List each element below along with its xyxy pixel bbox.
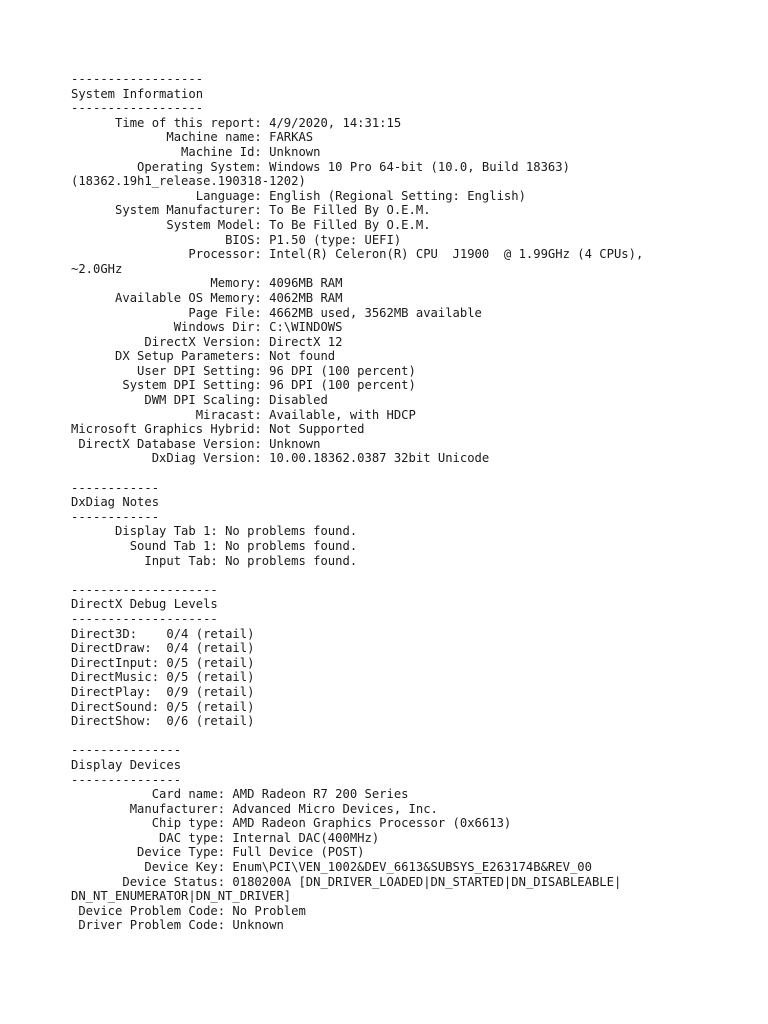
- report-line: --------------------: [71, 611, 218, 626]
- report-line: DirectX Database Version: Unknown: [71, 436, 321, 451]
- report-line: System DPI Setting: 96 DPI (100 percent): [71, 378, 416, 393]
- report-line: ------------------: [71, 72, 204, 86]
- report-line: --------------------: [71, 582, 218, 597]
- report-line: Chip type: AMD Radeon Graphics Processor (0x6613): [71, 816, 512, 831]
- report-line: DirectX Version: DirectX 12: [71, 334, 343, 349]
- report-line: DirectSound: 0/5 (retail): [71, 699, 255, 714]
- report-line: DWM DPI Scaling: Disabled: [71, 393, 328, 408]
- report-line: System Manufacturer: To Be Filled By O.E.M.: [71, 203, 431, 218]
- report-line: Input Tab: No problems found.: [71, 553, 358, 568]
- report-line: BIOS: P1.50 (type: UEFI): [71, 232, 402, 247]
- report-line: ------------: [71, 509, 160, 524]
- report-line: ---------------: [71, 772, 182, 787]
- report-line: Device Key: Enum\PCI\VEN_1002&DEV_6613&SUBSYS_E263174B&REV_00: [71, 860, 592, 875]
- report-line: DirectPlay: 0/9 (retail): [71, 684, 255, 699]
- report-line: Machine name: FARKAS: [71, 130, 314, 145]
- report-line: Driver Problem Code: Unknown: [71, 918, 284, 933]
- report-line: Device Status: 0180200A [DN_DRIVER_LOADED|DN_STARTED|DN_DISABLEABLE|: [71, 874, 622, 889]
- report-line: DAC type: Internal DAC(400MHz): [71, 830, 380, 845]
- report-line: Display Tab 1: No problems found.: [71, 524, 358, 539]
- report-line: ---------------: [71, 743, 182, 758]
- report-line: Sound Tab 1: No problems found.: [71, 539, 358, 553]
- report-line: Language: English (Regional Setting: English): [71, 188, 526, 203]
- report-line: Direct3D: 0/4 (retail): [71, 626, 255, 641]
- report-line: Operating System: Windows 10 Pro 64-bit (10.0, Build 18363): [71, 159, 570, 174]
- report-line: ------------------: [71, 101, 204, 116]
- report-line: DN_NT_ENUMERATOR|DN_NT_DRIVER]: [71, 889, 292, 904]
- report-line: ------------: [71, 480, 160, 495]
- report-line: Device Type: Full Device (POST): [71, 845, 365, 860]
- dxdiag-report: [71, 72, 643, 933]
- report-line: Device Problem Code: No Problem: [71, 903, 306, 918]
- report-line: Miracast: Available, with HDCP: [71, 407, 416, 422]
- report-line: Processor: Intel(R) Celeron(R) CPU J1900 @ 1.99GHz (4 CPUs),: [71, 247, 644, 262]
- report-line: Available OS Memory: 4062MB RAM: [71, 290, 343, 305]
- report-line: DxDiag Version: 10.00.18362.0387 32bit Unicode: [71, 451, 490, 466]
- report-line: DxDiag Notes: [71, 495, 160, 510]
- report-line: ~2.0GHz: [71, 261, 123, 276]
- report-line: DirectX Debug Levels: [71, 597, 218, 612]
- report-line: DX Setup Parameters: Not found: [71, 349, 336, 364]
- report-line: Card name: AMD Radeon R7 200 Series: [71, 787, 409, 802]
- report-line: DirectDraw: 0/4 (retail): [71, 641, 255, 656]
- report-line: Manufacturer: Advanced Micro Devices, Inc.: [71, 801, 438, 816]
- report-line: (18362.19h1_release.190318-1202): [71, 174, 306, 189]
- report-line: DirectMusic: 0/5 (retail): [71, 670, 255, 685]
- report-line: Memory: 4096MB RAM: [71, 276, 343, 291]
- report-line: System Model: To Be Filled By O.E.M.: [71, 217, 431, 232]
- report-line: DirectShow: 0/6 (retail): [71, 714, 255, 729]
- report-line: User DPI Setting: 96 DPI (100 percent): [71, 363, 416, 378]
- report-line: Machine Id: Unknown: [71, 144, 321, 159]
- report-line: DirectInput: 0/5 (retail): [71, 655, 255, 670]
- report-line: Page File: 4662MB used, 3562MB available: [71, 305, 482, 320]
- report-line: System Information: [71, 86, 204, 101]
- report-line: Microsoft Graphics Hybrid: Not Supported: [71, 422, 365, 437]
- report-line: Display Devices: [71, 757, 182, 772]
- report-line: Windows Dir: C:\WINDOWS: [71, 320, 343, 335]
- report-line: Time of this report: 4/9/2020, 14:31:15: [71, 115, 402, 130]
